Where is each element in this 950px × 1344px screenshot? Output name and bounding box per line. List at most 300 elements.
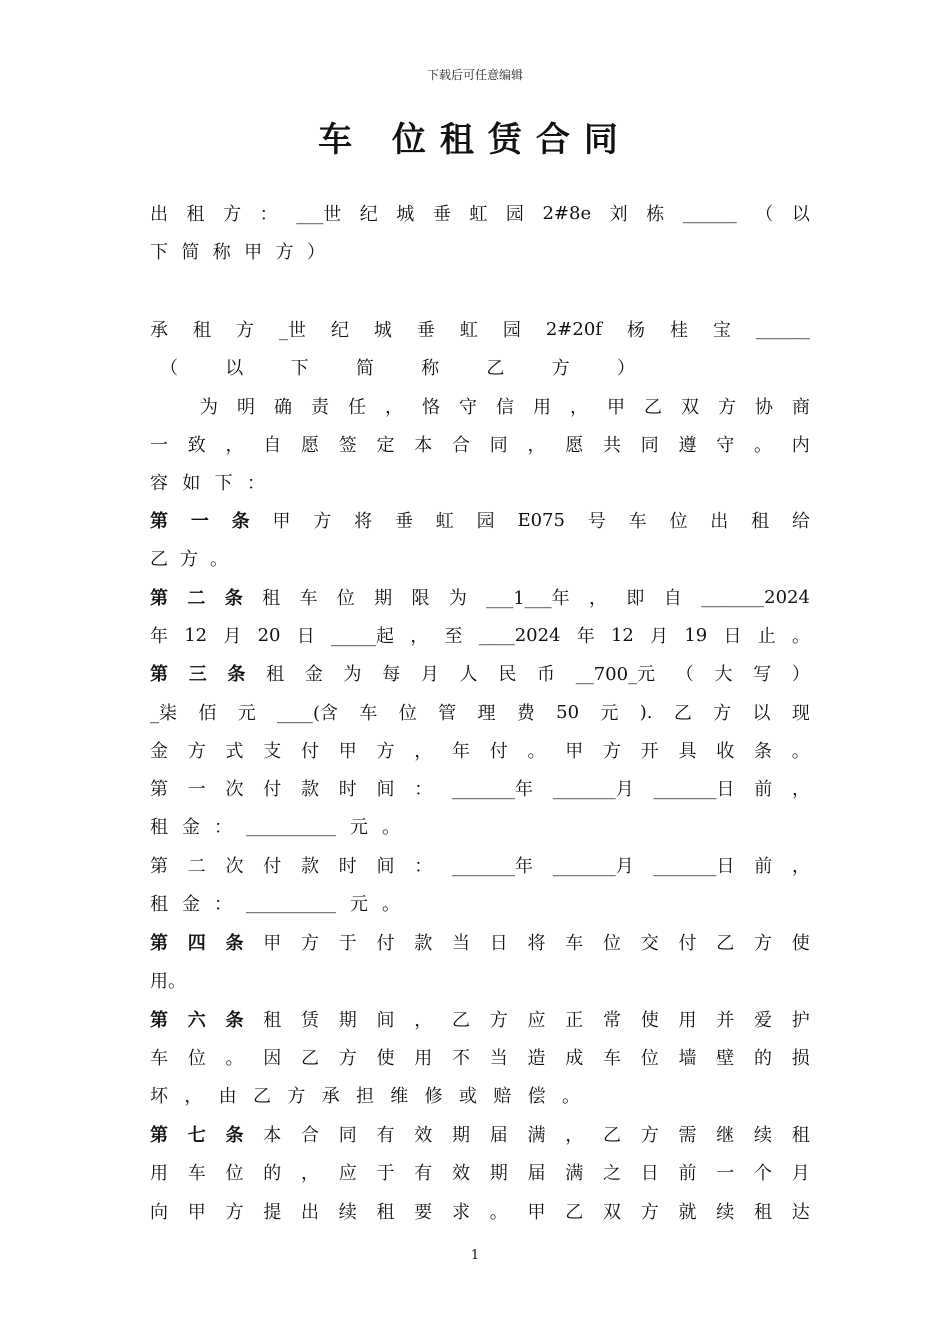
text-token: 虹 xyxy=(459,320,478,341)
text-token: 六 xyxy=(187,1010,206,1031)
text-token: 同 xyxy=(338,1125,357,1146)
text-token: 。 xyxy=(382,894,400,915)
text-token: 金 xyxy=(182,817,200,838)
text-token: _______年 xyxy=(452,856,533,877)
text-token: 位 xyxy=(398,703,417,724)
text-token: 月 xyxy=(420,664,439,685)
text-token: 租 xyxy=(754,1202,772,1223)
text-token: 二 xyxy=(187,588,206,609)
text-token: 七 xyxy=(187,1125,206,1146)
text-token: 车 xyxy=(299,588,318,609)
text-token: 。 xyxy=(791,741,810,762)
text-token: （ xyxy=(160,358,178,379)
text-token: 一 xyxy=(187,779,206,800)
text-token: 条 xyxy=(754,741,772,762)
text-token: 商 xyxy=(792,397,810,418)
text-token: 愿 xyxy=(565,435,584,456)
text-token: 次 xyxy=(225,779,244,800)
text-token: 付 xyxy=(376,933,395,954)
text-token: 合 xyxy=(452,435,470,456)
text-token: 一 xyxy=(150,435,168,456)
text-token: 限 xyxy=(411,588,430,609)
text-token: 容 xyxy=(150,473,168,494)
text-token: 方 xyxy=(275,242,294,263)
text-token: 合 xyxy=(301,1125,319,1146)
text-token: 爱 xyxy=(754,1010,772,1031)
text-token: 期 xyxy=(452,1125,470,1146)
text-token: 维 xyxy=(390,1086,409,1107)
text-token: 年 xyxy=(576,626,595,647)
text-token: ). xyxy=(639,701,653,723)
text-token: 车 xyxy=(359,703,378,724)
text-token: 垂 xyxy=(416,320,435,341)
text-token: 大 xyxy=(714,664,733,685)
text-token: 用 xyxy=(414,1048,433,1069)
text-token: 协 xyxy=(755,397,773,418)
text-token: 同 xyxy=(640,435,659,456)
text-token: 方 xyxy=(640,1125,659,1146)
text-token: （ xyxy=(755,204,774,225)
text-token: 不 xyxy=(452,1048,470,1069)
text-token: 付 xyxy=(678,933,697,954)
text-token: 方 xyxy=(223,204,242,225)
text-token: 条 xyxy=(227,664,246,685)
text-token: 向 xyxy=(150,1202,168,1223)
text-token: 园 xyxy=(505,204,524,225)
text-token: 租 xyxy=(266,664,285,685)
text-token: 于 xyxy=(338,933,357,954)
text-token: ： xyxy=(259,204,278,225)
text-token: __________ xyxy=(246,892,336,914)
text-token: 双 xyxy=(681,397,699,418)
text-token: 年 xyxy=(452,741,470,762)
text-token: 下 xyxy=(290,358,309,379)
text-token: __________ xyxy=(246,815,336,837)
text-token: 双 xyxy=(603,1202,621,1223)
text-token: ______ xyxy=(755,318,810,340)
text-line xyxy=(150,1157,810,1187)
text-token: 租 xyxy=(376,1202,395,1223)
text-token: 现 xyxy=(791,703,810,724)
text-token: 方 xyxy=(713,703,732,724)
text-token: 满 xyxy=(527,1125,546,1146)
text-token: 。 xyxy=(168,971,186,992)
page-number: 1 xyxy=(470,1248,480,1263)
text-token: 年 xyxy=(150,626,168,647)
text-token: 常 xyxy=(603,1010,621,1031)
text-token: 乙 xyxy=(716,933,735,954)
text-line xyxy=(150,1004,810,1034)
text-token: 间 xyxy=(376,856,395,877)
text-token: 方 xyxy=(287,1086,306,1107)
text-token: 续 xyxy=(754,1125,772,1146)
text-token: 恪 xyxy=(422,397,440,418)
page-header: 下载后可任意编辑 xyxy=(426,68,523,82)
text-token: 简 xyxy=(355,358,374,379)
text-token: _______月 xyxy=(552,779,634,800)
text-token: 担 xyxy=(355,1086,374,1107)
text-line xyxy=(150,1119,810,1149)
text-token: 方 xyxy=(313,511,332,532)
text-token: 明 xyxy=(237,397,255,418)
text-token: 。 xyxy=(210,549,228,570)
text-token: 方 xyxy=(603,741,621,762)
text-token: 桂 xyxy=(669,320,688,341)
text-token: 愿 xyxy=(301,435,319,456)
text-token: 由 xyxy=(218,1086,237,1107)
text-token: 车 xyxy=(628,511,647,532)
text-token: 用 xyxy=(678,1010,697,1031)
text-token: 需 xyxy=(678,1125,697,1146)
text-token: 式 xyxy=(225,741,244,762)
text-token: 或 xyxy=(458,1086,477,1107)
text-token: 签 xyxy=(338,435,357,456)
text-token: 期 xyxy=(374,588,393,609)
text-line xyxy=(150,467,265,497)
text-token: 位 xyxy=(669,511,688,532)
text-line xyxy=(150,543,228,573)
text-token: 提 xyxy=(263,1202,282,1223)
text-token: 2#8e xyxy=(542,202,592,224)
text-token: 效 xyxy=(452,1163,470,1184)
text-token: 。 xyxy=(791,626,810,647)
document-title: 车 位租赁合同 xyxy=(318,120,632,160)
text-token: 第 xyxy=(150,664,168,685)
text-token: 满 xyxy=(565,1163,584,1184)
text-token: 纪 xyxy=(359,204,378,225)
text-token: ， xyxy=(527,435,546,456)
text-token: ， xyxy=(589,588,608,609)
text-token: 20 xyxy=(257,624,281,646)
text-token: _世 xyxy=(278,320,306,341)
text-token: 乙 xyxy=(644,397,662,418)
text-token: 付 xyxy=(263,779,282,800)
text-token: 成 xyxy=(565,1048,584,1069)
text-token: 遵 xyxy=(678,435,697,456)
text-token: _____起 xyxy=(330,626,394,647)
text-token: 第 xyxy=(150,1010,168,1031)
text-token: _______2024 xyxy=(701,586,810,608)
text-token: 壁 xyxy=(716,1048,735,1069)
text-token: 日 xyxy=(296,626,315,647)
text-token: _______月 xyxy=(552,856,634,877)
text-token: ， xyxy=(414,1010,433,1031)
text-token: 乙 xyxy=(301,1048,319,1069)
text-token: 方 xyxy=(301,933,319,954)
text-token: 。 xyxy=(754,435,772,456)
text-token: 刘 xyxy=(609,204,628,225)
text-token: 定 xyxy=(376,435,395,456)
text-line xyxy=(150,811,400,841)
text-token: 第 xyxy=(150,779,168,800)
text-token: 佰 xyxy=(198,703,217,724)
text-token: ， xyxy=(414,741,433,762)
text-token: 正 xyxy=(565,1010,584,1031)
text-line xyxy=(150,429,810,459)
text-token: 条 xyxy=(225,1125,244,1146)
text-token: 方 xyxy=(718,397,736,418)
text-token: _______年 xyxy=(452,779,533,800)
text-token: 乙 xyxy=(603,1125,621,1146)
text-token: ___1___年 xyxy=(486,588,570,609)
text-token: 币 xyxy=(537,664,556,685)
text-token: ______ xyxy=(682,202,737,224)
text-token: 简 xyxy=(181,242,200,263)
text-token: 元 xyxy=(600,703,619,724)
text-token: 造 xyxy=(527,1048,546,1069)
text-line xyxy=(150,773,810,803)
text-token: 续 xyxy=(338,1202,357,1223)
text-token: 应 xyxy=(527,1010,546,1031)
text-token: 任 xyxy=(348,397,366,418)
text-token: 甲 xyxy=(272,511,291,532)
text-token: 给 xyxy=(791,511,810,532)
text-token: 费 xyxy=(516,703,535,724)
text-token: 乙 xyxy=(486,358,505,379)
text-token: 要 xyxy=(414,1202,433,1223)
text-token: 下 xyxy=(214,473,233,494)
text-token: 虹 xyxy=(435,511,454,532)
text-token: 期 xyxy=(338,1010,357,1031)
text-token: 于 xyxy=(376,1163,395,1184)
text-token: 致 xyxy=(187,435,206,456)
text-token: 元 xyxy=(350,894,368,915)
text-token: 租 xyxy=(263,1010,282,1031)
text-token: 当 xyxy=(489,1048,508,1069)
text-token: 墙 xyxy=(678,1048,697,1069)
text-token: 为 xyxy=(343,664,362,685)
text-token: 租 xyxy=(150,894,168,915)
text-token: 纪 xyxy=(330,320,349,341)
text-token: 修 xyxy=(424,1086,443,1107)
text-token: 前 xyxy=(754,779,773,800)
text-token: 当 xyxy=(452,933,470,954)
text-token: 为 xyxy=(200,397,218,418)
text-token: 园 xyxy=(502,320,521,341)
text-token: 元 xyxy=(237,703,256,724)
text-token: 称 xyxy=(421,358,440,379)
text-token: 四 xyxy=(187,933,206,954)
text-token: 有 xyxy=(376,1125,395,1146)
text-token: ， xyxy=(792,856,810,877)
text-token: 2#20f xyxy=(545,318,602,340)
text-token: 。 xyxy=(489,1202,508,1223)
text-token: 间 xyxy=(376,779,395,800)
text-token: 车 xyxy=(603,1048,621,1069)
text-token: 间 xyxy=(376,1010,395,1031)
text-token: 下 xyxy=(150,242,168,263)
text-token: ， xyxy=(385,397,403,418)
text-line xyxy=(160,352,635,382)
text-token: 金 xyxy=(304,664,323,685)
text-token: 继 xyxy=(716,1125,735,1146)
text-token: 条 xyxy=(225,933,244,954)
text-token: ___世 xyxy=(296,204,342,225)
text-token: ： xyxy=(414,779,433,800)
text-token: ， xyxy=(565,1125,584,1146)
text-token: 位 xyxy=(640,1048,659,1069)
text-token: 出 xyxy=(710,511,729,532)
text-token: 乙 xyxy=(452,1010,470,1031)
text-token: 有 xyxy=(414,1163,433,1184)
text-line xyxy=(150,236,325,266)
text-token: 承 xyxy=(150,320,168,341)
text-token: 使 xyxy=(640,1010,659,1031)
text-token: 元 xyxy=(350,817,368,838)
text-token: 本 xyxy=(414,435,433,456)
text-token: 款 xyxy=(301,779,319,800)
text-token: 写 xyxy=(753,664,772,685)
text-line xyxy=(150,965,186,995)
text-token: 条 xyxy=(231,511,250,532)
text-token: 虹 xyxy=(469,204,488,225)
text-token: 并 xyxy=(716,1010,735,1031)
text-token: 方 xyxy=(489,1010,508,1031)
text-token: 方 xyxy=(180,549,198,570)
text-token: ） xyxy=(306,242,325,263)
text-token: 。 xyxy=(527,741,546,762)
text-token: 甲 xyxy=(607,397,625,418)
text-token: ： xyxy=(246,473,265,494)
text-token: 期 xyxy=(489,1163,508,1184)
text-token: 款 xyxy=(301,856,319,877)
text-token: 自 xyxy=(663,588,682,609)
text-token: ____(含 xyxy=(277,703,339,724)
text-token: 出 xyxy=(301,1202,319,1223)
text-token: 人 xyxy=(459,664,478,685)
text-token: 每 xyxy=(382,664,401,685)
text-token: 用 xyxy=(150,971,168,992)
text-token: 月 xyxy=(791,1163,810,1184)
text-token: 共 xyxy=(603,435,621,456)
text-token: 以 xyxy=(225,358,244,379)
text-token: 甲 xyxy=(263,933,282,954)
text-token: 垂 xyxy=(394,511,413,532)
text-token: 时 xyxy=(338,779,357,800)
text-token: 二 xyxy=(187,856,206,877)
text-line xyxy=(150,1042,810,1072)
text-line xyxy=(150,620,810,650)
text-token: __700_元 xyxy=(575,664,656,685)
text-token: 赔 xyxy=(493,1086,512,1107)
text-token: 自 xyxy=(263,435,282,456)
text-token: 届 xyxy=(489,1125,508,1146)
text-token: ， xyxy=(184,1086,203,1107)
text-token: 达 xyxy=(791,1202,810,1223)
text-token: 损 xyxy=(791,1048,810,1069)
text-token: 的 xyxy=(754,1048,772,1069)
text-token: 时 xyxy=(338,856,357,877)
text-token: 效 xyxy=(414,1125,433,1146)
text-token: 用 xyxy=(150,1163,168,1184)
text-token: 日 xyxy=(640,1163,659,1184)
text-token: 称 xyxy=(212,242,231,263)
text-token: 续 xyxy=(716,1202,735,1223)
text-line xyxy=(150,697,810,727)
text-token: 赁 xyxy=(301,1010,319,1031)
text-token: 一 xyxy=(716,1163,735,1184)
text-token: 月 xyxy=(650,626,669,647)
text-token: 条 xyxy=(225,1010,244,1031)
text-token: E075 xyxy=(517,509,565,531)
text-token: 第 xyxy=(150,856,168,877)
text-token: 用 xyxy=(533,397,551,418)
text-line xyxy=(150,198,810,228)
text-token: 甲 xyxy=(565,741,584,762)
text-token: 三 xyxy=(188,664,207,685)
text-token: 交 xyxy=(640,933,659,954)
text-token: 栋 xyxy=(646,204,665,225)
text-token: 前 xyxy=(754,856,773,877)
text-token: 确 xyxy=(274,397,292,418)
text-token: 租 xyxy=(186,204,205,225)
text-token: 守 xyxy=(459,397,477,418)
text-token: 方 xyxy=(225,1202,244,1223)
text-token: 方 xyxy=(187,741,206,762)
text-token: 。 xyxy=(225,1048,244,1069)
text-token: 理 xyxy=(477,703,496,724)
text-line xyxy=(150,850,810,880)
text-token: 甲 xyxy=(338,741,357,762)
text-token: 方 xyxy=(235,320,254,341)
text-token: 将 xyxy=(354,511,373,532)
text-token: 。 xyxy=(382,817,400,838)
text-token: 垂 xyxy=(432,204,451,225)
text-token: 宝 xyxy=(712,320,731,341)
text-token: 金 xyxy=(150,741,168,762)
text-token: 月 xyxy=(223,626,242,647)
text-token: 19 xyxy=(684,624,708,646)
text-token: 租 xyxy=(150,817,168,838)
text-token: 个 xyxy=(754,1163,772,1184)
text-token: 园 xyxy=(476,511,495,532)
text-token: 车 xyxy=(187,1163,206,1184)
text-token: 付 xyxy=(301,741,319,762)
text-token: 城 xyxy=(373,320,392,341)
text-token: 第 xyxy=(150,1125,168,1146)
text-token: 条 xyxy=(224,588,243,609)
text-token: 付 xyxy=(489,741,508,762)
text-token: 本 xyxy=(263,1125,282,1146)
text-token: 内 xyxy=(791,435,810,456)
text-token: 。 xyxy=(561,1086,580,1107)
text-token: 出 xyxy=(150,204,168,225)
text-token: 日 xyxy=(489,933,508,954)
text-token: 同 xyxy=(489,435,508,456)
text-token: ： xyxy=(414,856,433,877)
text-token: 付 xyxy=(263,856,282,877)
text-token: 因 xyxy=(263,1048,282,1069)
text-token: 守 xyxy=(716,435,735,456)
text-token: 12 xyxy=(610,624,634,646)
text-token: 信 xyxy=(496,397,514,418)
text-token: 具 xyxy=(678,741,697,762)
text-line xyxy=(150,1196,810,1226)
text-token: 款 xyxy=(414,933,433,954)
text-token: 乙 xyxy=(673,703,692,724)
text-token: 方 xyxy=(338,1048,357,1069)
text-token: 金 xyxy=(182,894,200,915)
text-token: 次 xyxy=(225,856,244,877)
text-token: 如 xyxy=(182,473,201,494)
text-token: _柒 xyxy=(150,703,177,724)
text-token: ： xyxy=(214,817,232,838)
text-line xyxy=(150,658,810,688)
text-token: 方 xyxy=(376,741,395,762)
text-token: 民 xyxy=(498,664,517,685)
text-token: （ xyxy=(675,664,694,685)
text-token: ____2024 xyxy=(478,624,561,646)
